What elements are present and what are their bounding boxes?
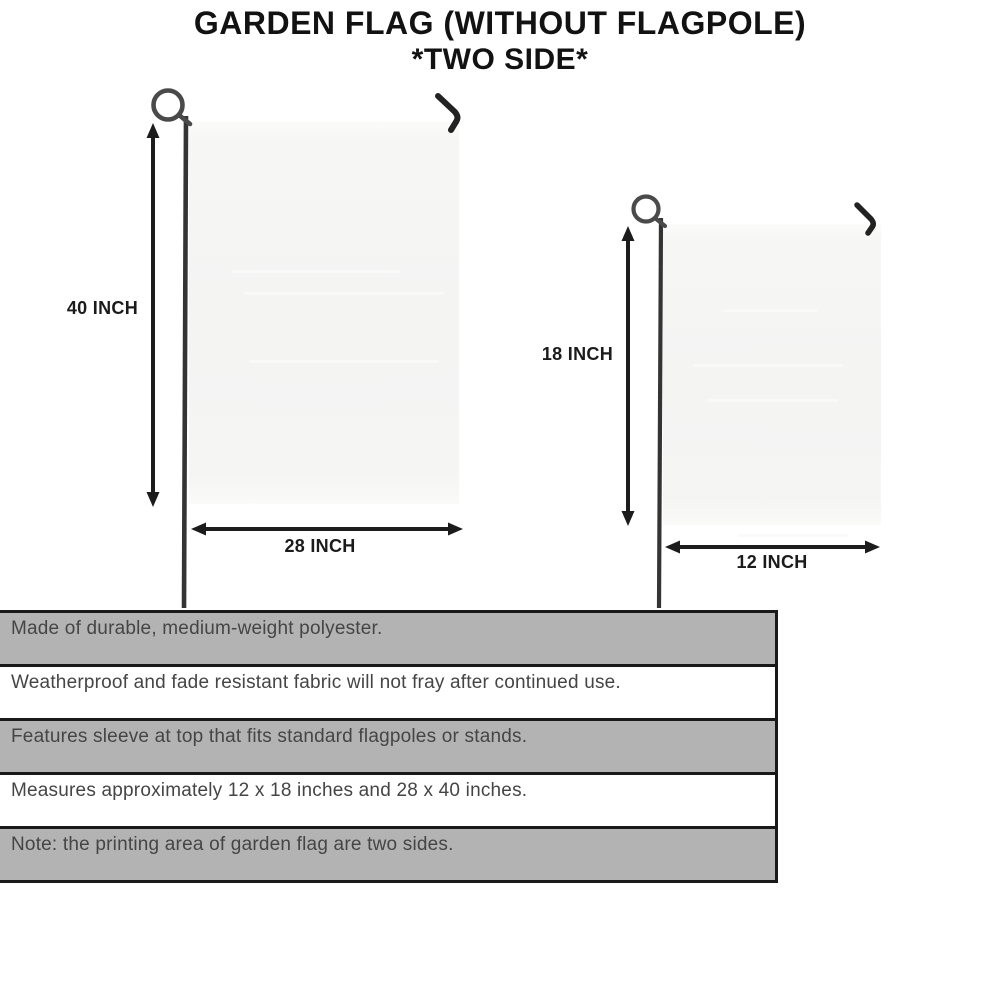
fabric-crease bbox=[708, 399, 838, 402]
small-flag-pole bbox=[634, 197, 666, 609]
fabric-crease bbox=[723, 309, 818, 312]
page-title: GARDEN FLAG (WITHOUT FLAGPOLE) bbox=[193, 5, 807, 41]
large-flag-fabric bbox=[189, 122, 459, 504]
feature-text: Made of durable, medium-weight polyester. bbox=[11, 618, 383, 639]
fabric-crease bbox=[249, 360, 439, 363]
pole-loop-icon bbox=[154, 91, 183, 120]
large-flag-pole bbox=[154, 91, 191, 609]
feature-row bbox=[0, 667, 775, 721]
feature-text: Measures approximately 12 x 18 inches and 28 x 40 inches. bbox=[11, 780, 528, 801]
fabric-crease bbox=[693, 364, 843, 367]
feature-list bbox=[0, 610, 778, 883]
fabric-crease bbox=[738, 534, 848, 537]
page-subtitle: *TWO SIDE* bbox=[411, 43, 589, 76]
small-flag-width-label: 12 INCH bbox=[736, 552, 808, 572]
small-flag-fabric bbox=[663, 224, 881, 525]
feature-row bbox=[0, 829, 775, 883]
feature-text: Note: the printing area of garden flag are two sides. bbox=[11, 834, 454, 855]
large-flag-height-label: 40 INCH bbox=[66, 298, 138, 318]
feature-text: Features sleeve at top that fits standard flagpoles or stands. bbox=[11, 726, 528, 747]
feature-row bbox=[0, 775, 775, 829]
fabric-crease bbox=[231, 270, 401, 273]
feature-row bbox=[0, 613, 775, 667]
feature-row bbox=[0, 721, 775, 775]
pole-loop-icon bbox=[634, 197, 659, 222]
large-flag-width-label: 28 INCH bbox=[284, 536, 356, 556]
small-flag-height-label: 18 INCH bbox=[541, 344, 613, 364]
feature-text: Weatherproof and fade resistant fabric will not fray after continued use. bbox=[11, 672, 621, 693]
fabric-crease bbox=[244, 292, 444, 295]
